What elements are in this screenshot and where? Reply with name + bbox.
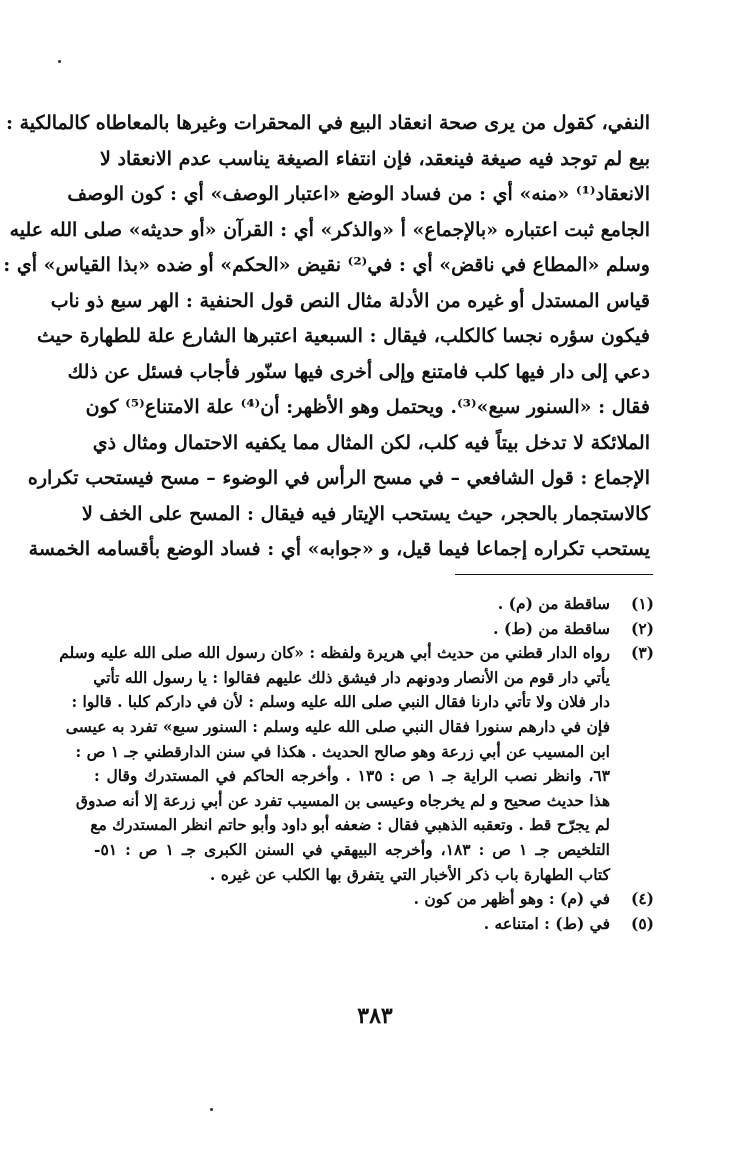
speck: [58, 60, 61, 63]
text-line: كالاستجمار بالحجر، حيث يستحب الإيتار فيه فيقال : المسح على الخف لا: [81, 502, 650, 525]
text-line: الانعقاد⁽¹⁾ «منه» أي : من فساد الوضع «اعتبار الوصف» أي : كون الوصف: [67, 183, 650, 205]
footnote-text: فإن في دارهم سنورا فقال النبي صلى الله عليه وسلم : السنور سبع» تفرد به عيسى: [65, 716, 610, 736]
footnote-text: في (م) : وهو أظهر من كون .: [413, 889, 610, 909]
footnote-separator: [455, 574, 653, 575]
footnote-text: رواه الدار قطني من حديث أبي هريرة ولفظه : «كان رسول الله صلى الله عليه وسلم: [59, 643, 610, 663]
footnote-5: [94, 912, 654, 937]
footnote-text: ٦٣، وانظر نصب الراية جـ ١ ص : ١٣٥ . وأخرجه الحاكم في المستدرك وقال :: [94, 766, 611, 786]
text-line: يستحب تكراره إجماعا فيما قيل، و «جوابه» أي : فساد الوضع بأقسامه الخمسة: [28, 538, 650, 560]
footnote-2: [94, 617, 654, 642]
text-line: قياس المستدل أو غيره من الأدلة مثال النص قول الحنفية : الهر سبع ذو ناب: [50, 289, 650, 312]
main-text: [3, 106, 650, 568]
footnote-number: (٢): [630, 618, 654, 638]
footnote-text: ابن المسيب عن أبي زرعة وهو صالح الحديث . هكذا في سنن الدارقطني جـ ١ ص :: [75, 741, 610, 761]
footnote-text: لم يجرّح قط . وتعقبه الذهبي فقال : ضعفه أبو داود وأبو حاتم انظر المستدرك مع: [90, 815, 610, 835]
footnote-text: يأتي دار قوم من الأنصار ودونهم دار فيشق ذلك عليهم فقالوا : يا رسول الله تأتي: [93, 667, 610, 687]
footnote-4: [94, 887, 654, 912]
footnotes: [59, 592, 654, 936]
text-line: النفي، كقول من يرى صحة انعقاد البيع في المحقرات وغيرها بالمعاطاه كالمالكية :: [5, 112, 650, 134]
footnote-text: هذا حديث صحيح و لم يخرجاه وعيسى بن المسيب تفرد عن أبي زرعة إلا أنه صدوق: [75, 790, 610, 810]
text-line: بيع لم توجد فيه صيغة فينعقد، فإن انتفاء الصيغة يناسب عدم الانعقاد لا: [100, 147, 650, 170]
text-line: الإجماع : قول الشافعي – في مسح الرأس في الوضوء – مسح فيستحب تكراره: [27, 467, 650, 489]
text-line: فيكون سؤره نجسا كالكلب، فيقال : السبعية اعتبرها الشارع علة للطهارة حيث: [36, 325, 650, 347]
footnote-number: (١): [630, 594, 654, 613]
footnote-number: (٤): [630, 889, 654, 909]
footnote-3: [59, 641, 654, 887]
text-line: فقال : «السنور سبع»⁽³⁾. ويحتمل وهو الأظهر: أن⁽⁴⁾ علة الامتناع⁽⁵⁾ كون: [85, 396, 650, 418]
text-line: دعي إلى دار فيها كلب فامتنع وإلى أخرى فيها سنّور فأجاب فسئل عن ذلك: [67, 360, 650, 383]
text-line: الجامع ثبت اعتباره «بالإجماع» أ «والذكر» أي : القرآن «أو حديثه» صلى الله عليه: [9, 218, 650, 241]
text-line: وسلم «المطاع في ناقض» أي : في⁽²⁾ نقيض «الحكم» أو ضده «بذا القياس» أي :: [3, 254, 650, 276]
footnote-number: (٥): [630, 913, 654, 933]
footnote-number: (٣): [630, 643, 654, 663]
footnote-text: دار فلان ولا تأتي دارنا فقال النبي صلى الله عليه وسلم : لأن في داركم كلبا . قالوا :: [71, 692, 610, 712]
footnote-1: [94, 592, 654, 617]
footnote-text: كتاب الطهارة باب ذكر الأخبار التي يتفرق بها الكلب عن غيره .: [209, 864, 610, 884]
footnote-text: ساقطة من (م) .: [497, 594, 610, 613]
page-number: ٣٨٣: [357, 1003, 393, 1029]
text-line: الملائكة لا تدخل بيتاً فيه كلب، لكن المثال مما يكفيه الاحتمال ومثال ذي: [92, 431, 650, 454]
footnote-text: التلخيص جـ ١ ص : ١٨٣، وأخرجه البيهقي في السنن الكبرى جـ ١ ص : ٥١-: [94, 839, 610, 859]
speck: [210, 1108, 213, 1111]
footnote-text: في (ط) : امتناعه .: [483, 913, 610, 933]
footnote-text: ساقطة من (ط) .: [493, 618, 610, 638]
